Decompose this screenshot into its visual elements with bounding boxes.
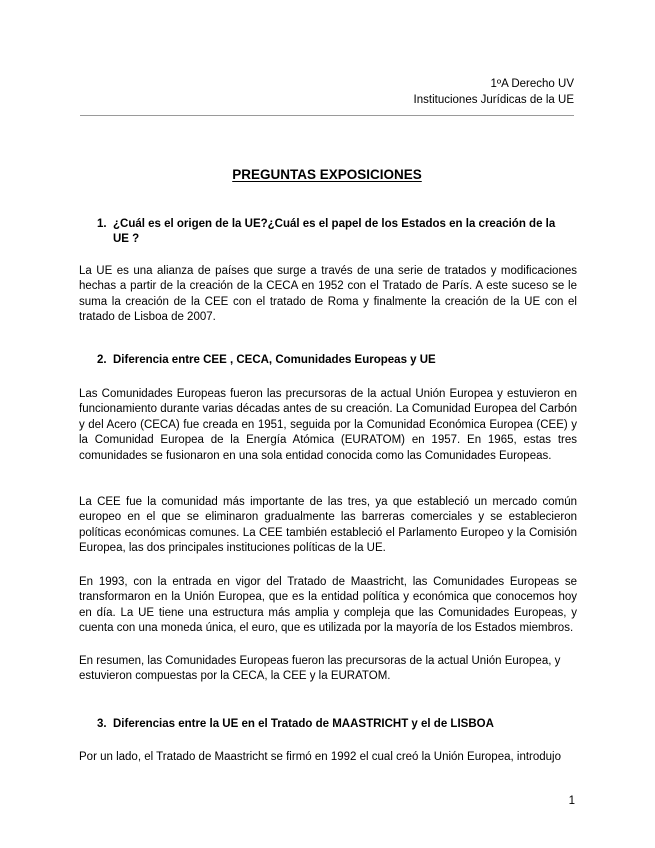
question-2-heading (97, 353, 577, 368)
question-text: ¿Cuál es el origen de la UE?¿Cuál es el papel de los Estados en la creación de la (113, 218, 556, 230)
header-subject: Instituciones Jurídicas de la UE (413, 94, 574, 106)
paragraph-maastricht-1993: En 1993, con la entrada en vigor del Tratado de Maastricht, las Comunidades Europeas se transformaron en la Unión Europea, que es la entidad política y económica que conocemos hoy en día. La UE tiene una estructura más amplia y compleja que las Comunidades Europeas, y cuenta con una moneda única, el euro, que es utilizada por la mayoría de los Estados miembros. (79, 576, 577, 635)
paragraph-comunidades-europeas: Las Comunidades Europeas fueron las precursoras de la actual Unión Europea y estuvieron en funcionamiento durante varias décadas antes de su creación. La Comunidad Europea del Carbón y del Acero (CECA) fue creada en 1951, seguida por la Comunidad Económica Europea (CEE) y la Comunidad Europea de la Energía Atómica (EURATOM) en 1957. En 1965, estas tres comunidades se fusionaron en una sola entidad conocida como las Comunidades Europeas. (79, 388, 577, 462)
page-header (414, 76, 574, 108)
page-number: 1 (568, 795, 575, 807)
paragraph-origin-ue: La UE es una alianza de países que surge a través de una serie de tratados y modificaciones hechas a partir de la creación de la CECA en 1952 con el Tratado de París. A este suceso se le suma la creación de la CEE con el tratado de Roma y finalmente la creación de la UE con el tratado de Lisboa de 2007. (79, 265, 577, 324)
question-3-heading (97, 717, 577, 732)
question-text-continued: UE ? (113, 233, 140, 245)
question-number: 1. (97, 218, 107, 230)
question-number: 2. (97, 354, 107, 366)
question-text: Diferencia entre CEE , CECA, Comunidades Europeas y UE (113, 354, 436, 366)
question-text: Diferencias entre la UE en el Tratado de MAASTRICHT y el de LISBOA (113, 718, 494, 730)
header-course: 1ºA Derecho UV (490, 78, 574, 90)
paragraph-cee: La CEE fue la comunidad más importante de las tres, ya que estableció un mercado común europeo en el que se eliminaron gradualmente las barreras comerciales y se establecieron políticas económicas comunes. La CEE también estableció el Parlamento Europeo y la Comisión Europea, las dos principales instituciones políticas de la UE. (79, 496, 577, 555)
paragraph-maastricht-lisboa: Por un lado, el Tratado de Maastricht se firmó en 1992 el cual creó la Unión Europea, introdujo (79, 751, 562, 763)
question-number: 3. (97, 718, 107, 730)
question-1-heading (97, 217, 577, 247)
document-title: PREGUNTAS EXPOSICIONES (232, 167, 422, 182)
header-divider (80, 115, 574, 116)
paragraph-resumen: En resumen, las Comunidades Europeas fueron las precursoras de la actual Unión Europea, y estuvieron compuestas por la CECA, la CEE y la EURATOM. (79, 655, 561, 683)
